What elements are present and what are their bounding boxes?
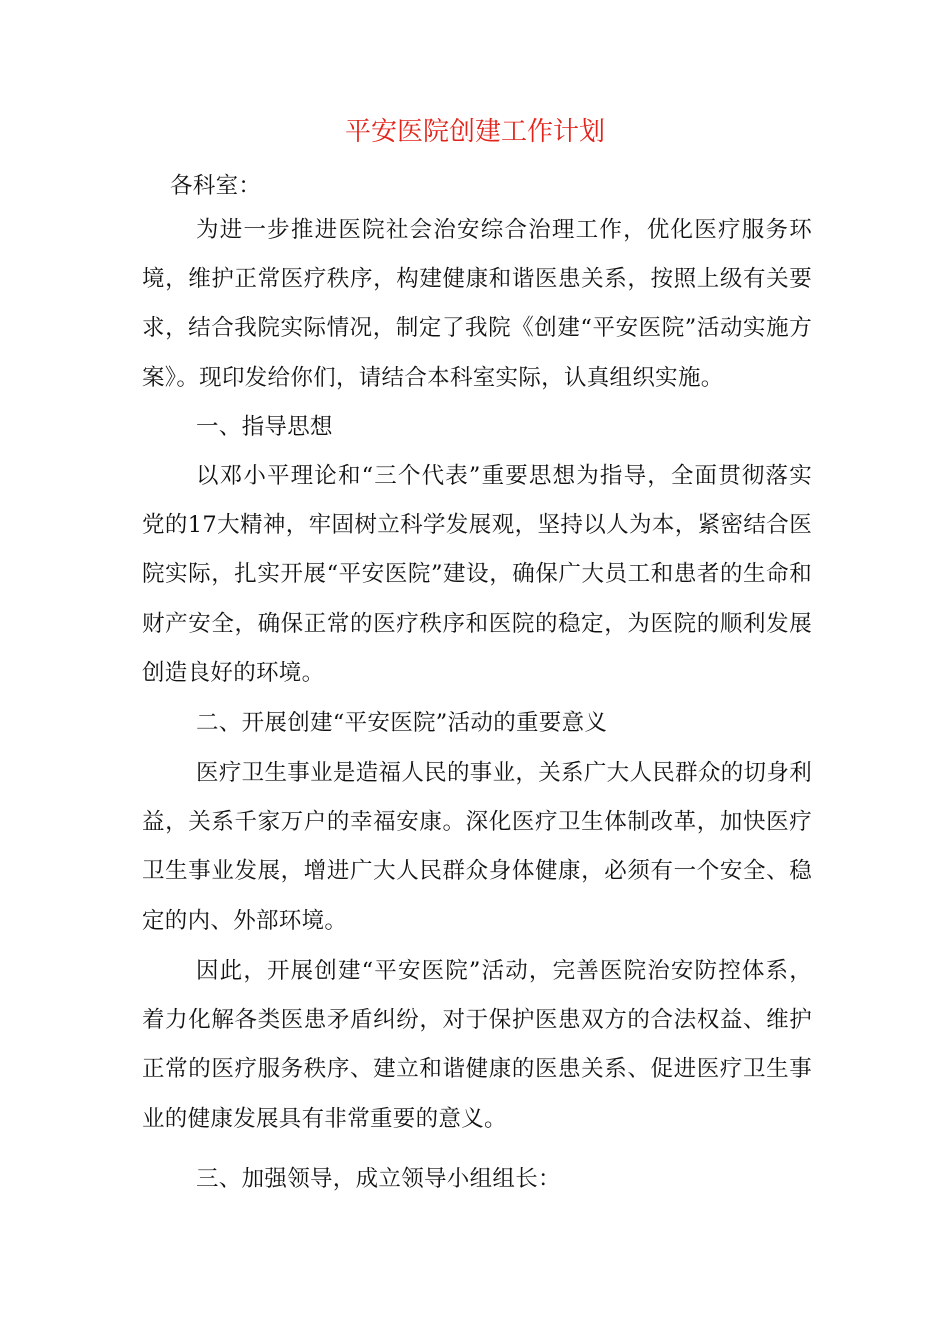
section-3-heading: 三、加强领导，成立领导小组组长： bbox=[196, 1166, 561, 1192]
intro-paragraph: 为进一步推进医院社会治安综合治理工作，优化医疗服务环境，维护正常医疗秩序，构建健康和谐医患关系，按照上级有关要求，结合我院实际情况，制定了我院《创建“平安医院”活动实施方案》。现印发给你们，请结合本科室实际，认真组织实施。 bbox=[142, 217, 812, 391]
section-2-paragraph-1: 医疗卫生事业是造福人民的事业，关系广大人民群众的切身利益，关系千家万户的幸福安康。深化医疗卫生体制改革，加快医疗卫生事业发展，增进广大人民群众身体健康，必须有一个安全、稳定的内、外部环境。 bbox=[142, 760, 812, 934]
section-1 bbox=[142, 403, 812, 452]
salutation: 各科室： bbox=[170, 173, 262, 199]
section-2-body-1 bbox=[142, 749, 812, 946]
section-2 bbox=[142, 699, 812, 748]
section-1-paragraph: 以邓小平理论和“三个代表”重要思想为指导，全面贯彻落实党的17大精神，牢固树立科学发展观，坚持以人为本，紧密结合医院实际，扎实开展“平安医院”建设，确保广大员工和患者的生命和财产安全，确保正常的医疗秩序和医院的稳定，为医院的顺利发展创造良好的环境。 bbox=[142, 463, 812, 686]
document-title: 平安医院创建工作计划 bbox=[344, 117, 605, 147]
section-1-heading: 一、指导思想 bbox=[196, 414, 333, 440]
section-2-heading: 二、开展创建“平安医院”活动的重要意义 bbox=[196, 710, 608, 736]
section-1-body bbox=[142, 452, 812, 698]
section-3 bbox=[142, 1155, 812, 1204]
intro-block bbox=[142, 206, 812, 403]
section-2-body-2 bbox=[142, 947, 812, 1144]
section-2-paragraph-2: 因此，开展创建“平安医院”活动，完善医院治安防控体系，着力化解各类医患矛盾纠纷，对于保护医患双方的合法权益、维护正常的医疗服务秩序、建立和谐健康的医患关系、促进医疗卫生事业的健康发展具有非常重要的意义。 bbox=[142, 958, 812, 1132]
